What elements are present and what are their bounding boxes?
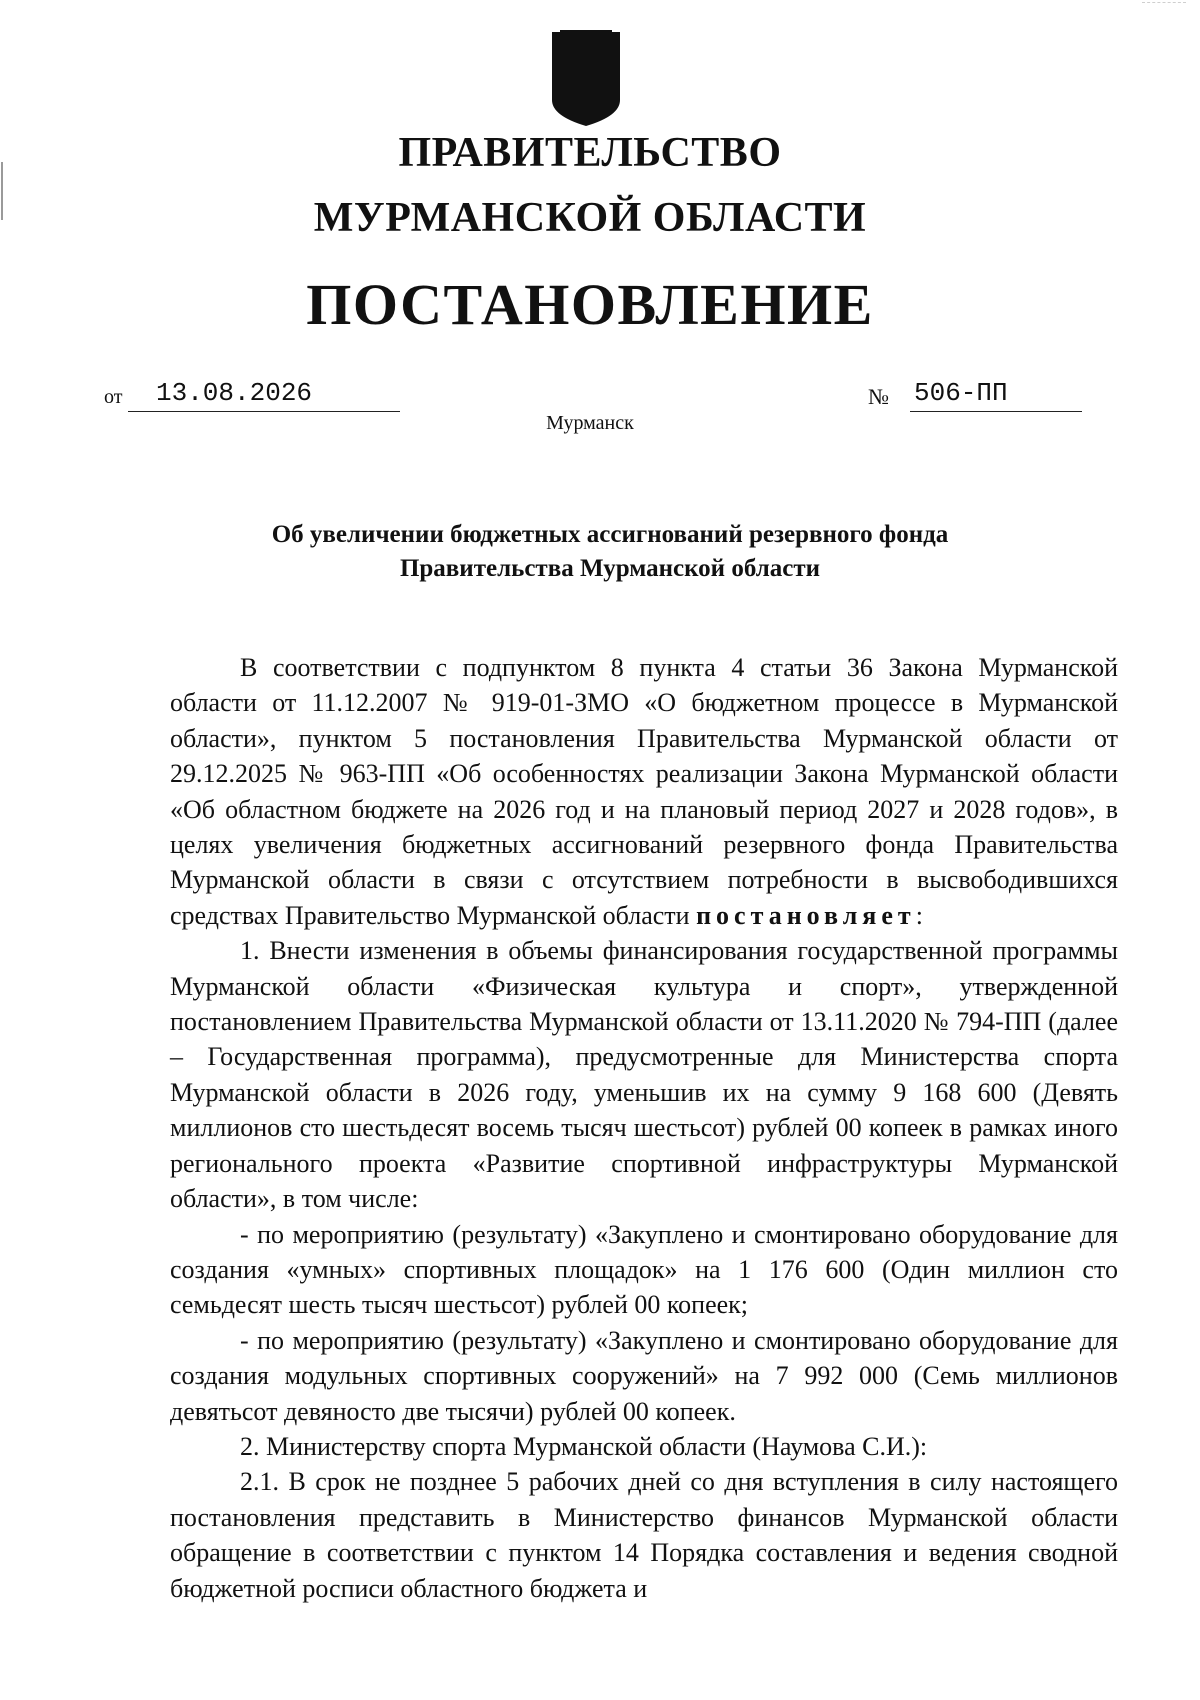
item-1-b: - по мероприятию (результату) «Закуплено и смонтировано оборудование для создания модульных спортивных сооружений» на 7 992 000 (Семь миллионов девятьсот девяносто две тысячи) рублей 00 копеек. bbox=[170, 1325, 1118, 1426]
date-number-row bbox=[104, 378, 1104, 412]
coat-of-arms-icon bbox=[548, 30, 624, 128]
item-2: 2. Министерству спорта Мурманской области (Наумова С.И.): bbox=[240, 1431, 928, 1461]
city: Мурманск bbox=[546, 412, 634, 434]
subject-line2: Правительства Мурманской области bbox=[399, 555, 821, 582]
document-subject bbox=[170, 518, 1050, 586]
item-1: 1. Внести изменения в объемы финансирования государственной программы Мурманской области «Физическая культура и спорт», утвержденной постановлением Правительства Мурманской области от 13.11.2020 № 794-ПП (далее – Государственная программа), предусмотренные для Министерства спорта Мурманской области в 2026 году, уменьшив их на сумму 9 168 600 (Девять миллионов сто шестьдесят восемь тысяч шестьсот) рублей 00 копеек в рамках иного регионального проекта «Развитие спортивной инфраструктуры Мурманской области», в том числе: bbox=[170, 936, 1118, 1214]
document-date: 13.08.2026 bbox=[128, 378, 400, 412]
document-number: 506-ПП bbox=[910, 378, 1082, 412]
preamble-paragraph bbox=[170, 650, 1118, 933]
org-name-line1: ПРАВИТЕЛЬСТВО bbox=[398, 130, 782, 176]
date-prefix: от bbox=[104, 386, 123, 408]
item-1-a: - по мероприятию (результату) «Закуплено и смонтировано оборудование для создания «умных» спортивных площадок» на 1 176 600 (Один миллион сто семьдесят шесть тысяч шестьсот) рублей 00 копеек; bbox=[170, 1219, 1118, 1320]
decree-word: постановляет bbox=[696, 900, 916, 930]
item-2-1: 2.1. В срок не позднее 5 рабочих дней со дня вступления в силу настоящего постановления представить в Министерство финансов Мурманской области обращение в соответствии с пунктом 14 Порядка составления и ведения сводной бюджетной росписи областного бюджета и bbox=[170, 1467, 1118, 1603]
preamble-text: В соответствии с подпунктом 8 пункта 4 статьи 36 Закона Мурманской области от 11.12.2007 № 919-01-ЗМО «О бюджетном процессе в Мурманской области», пунктом 5 постановления Правительства Мурманской области от 29.12.2025 № 963-ПП «Об особенностях реализации Закона Мурманской области «Об областном бюджете на 2026 год и на плановый период 2027 и 2028 годов», в целях увеличения бюджетных ассигнований резервного фонда Правительства Мурманской области в связи с отсутствием потребности в высвободившихся средствах Правительство Мурманской области bbox=[170, 653, 1118, 930]
scan-artifact-dash bbox=[1142, 2, 1186, 3]
number-prefix: № bbox=[868, 384, 889, 409]
decree-colon: : bbox=[915, 900, 923, 930]
document-type: ПОСТАНОВЛЕНИЕ bbox=[306, 272, 874, 337]
subject-line1: Об увеличении бюджетных ассигнований резервного фонда bbox=[271, 521, 949, 548]
org-name-line2: МУРМАНСКОЙ ОБЛАСТИ bbox=[313, 195, 867, 241]
document-body bbox=[170, 650, 1118, 1606]
